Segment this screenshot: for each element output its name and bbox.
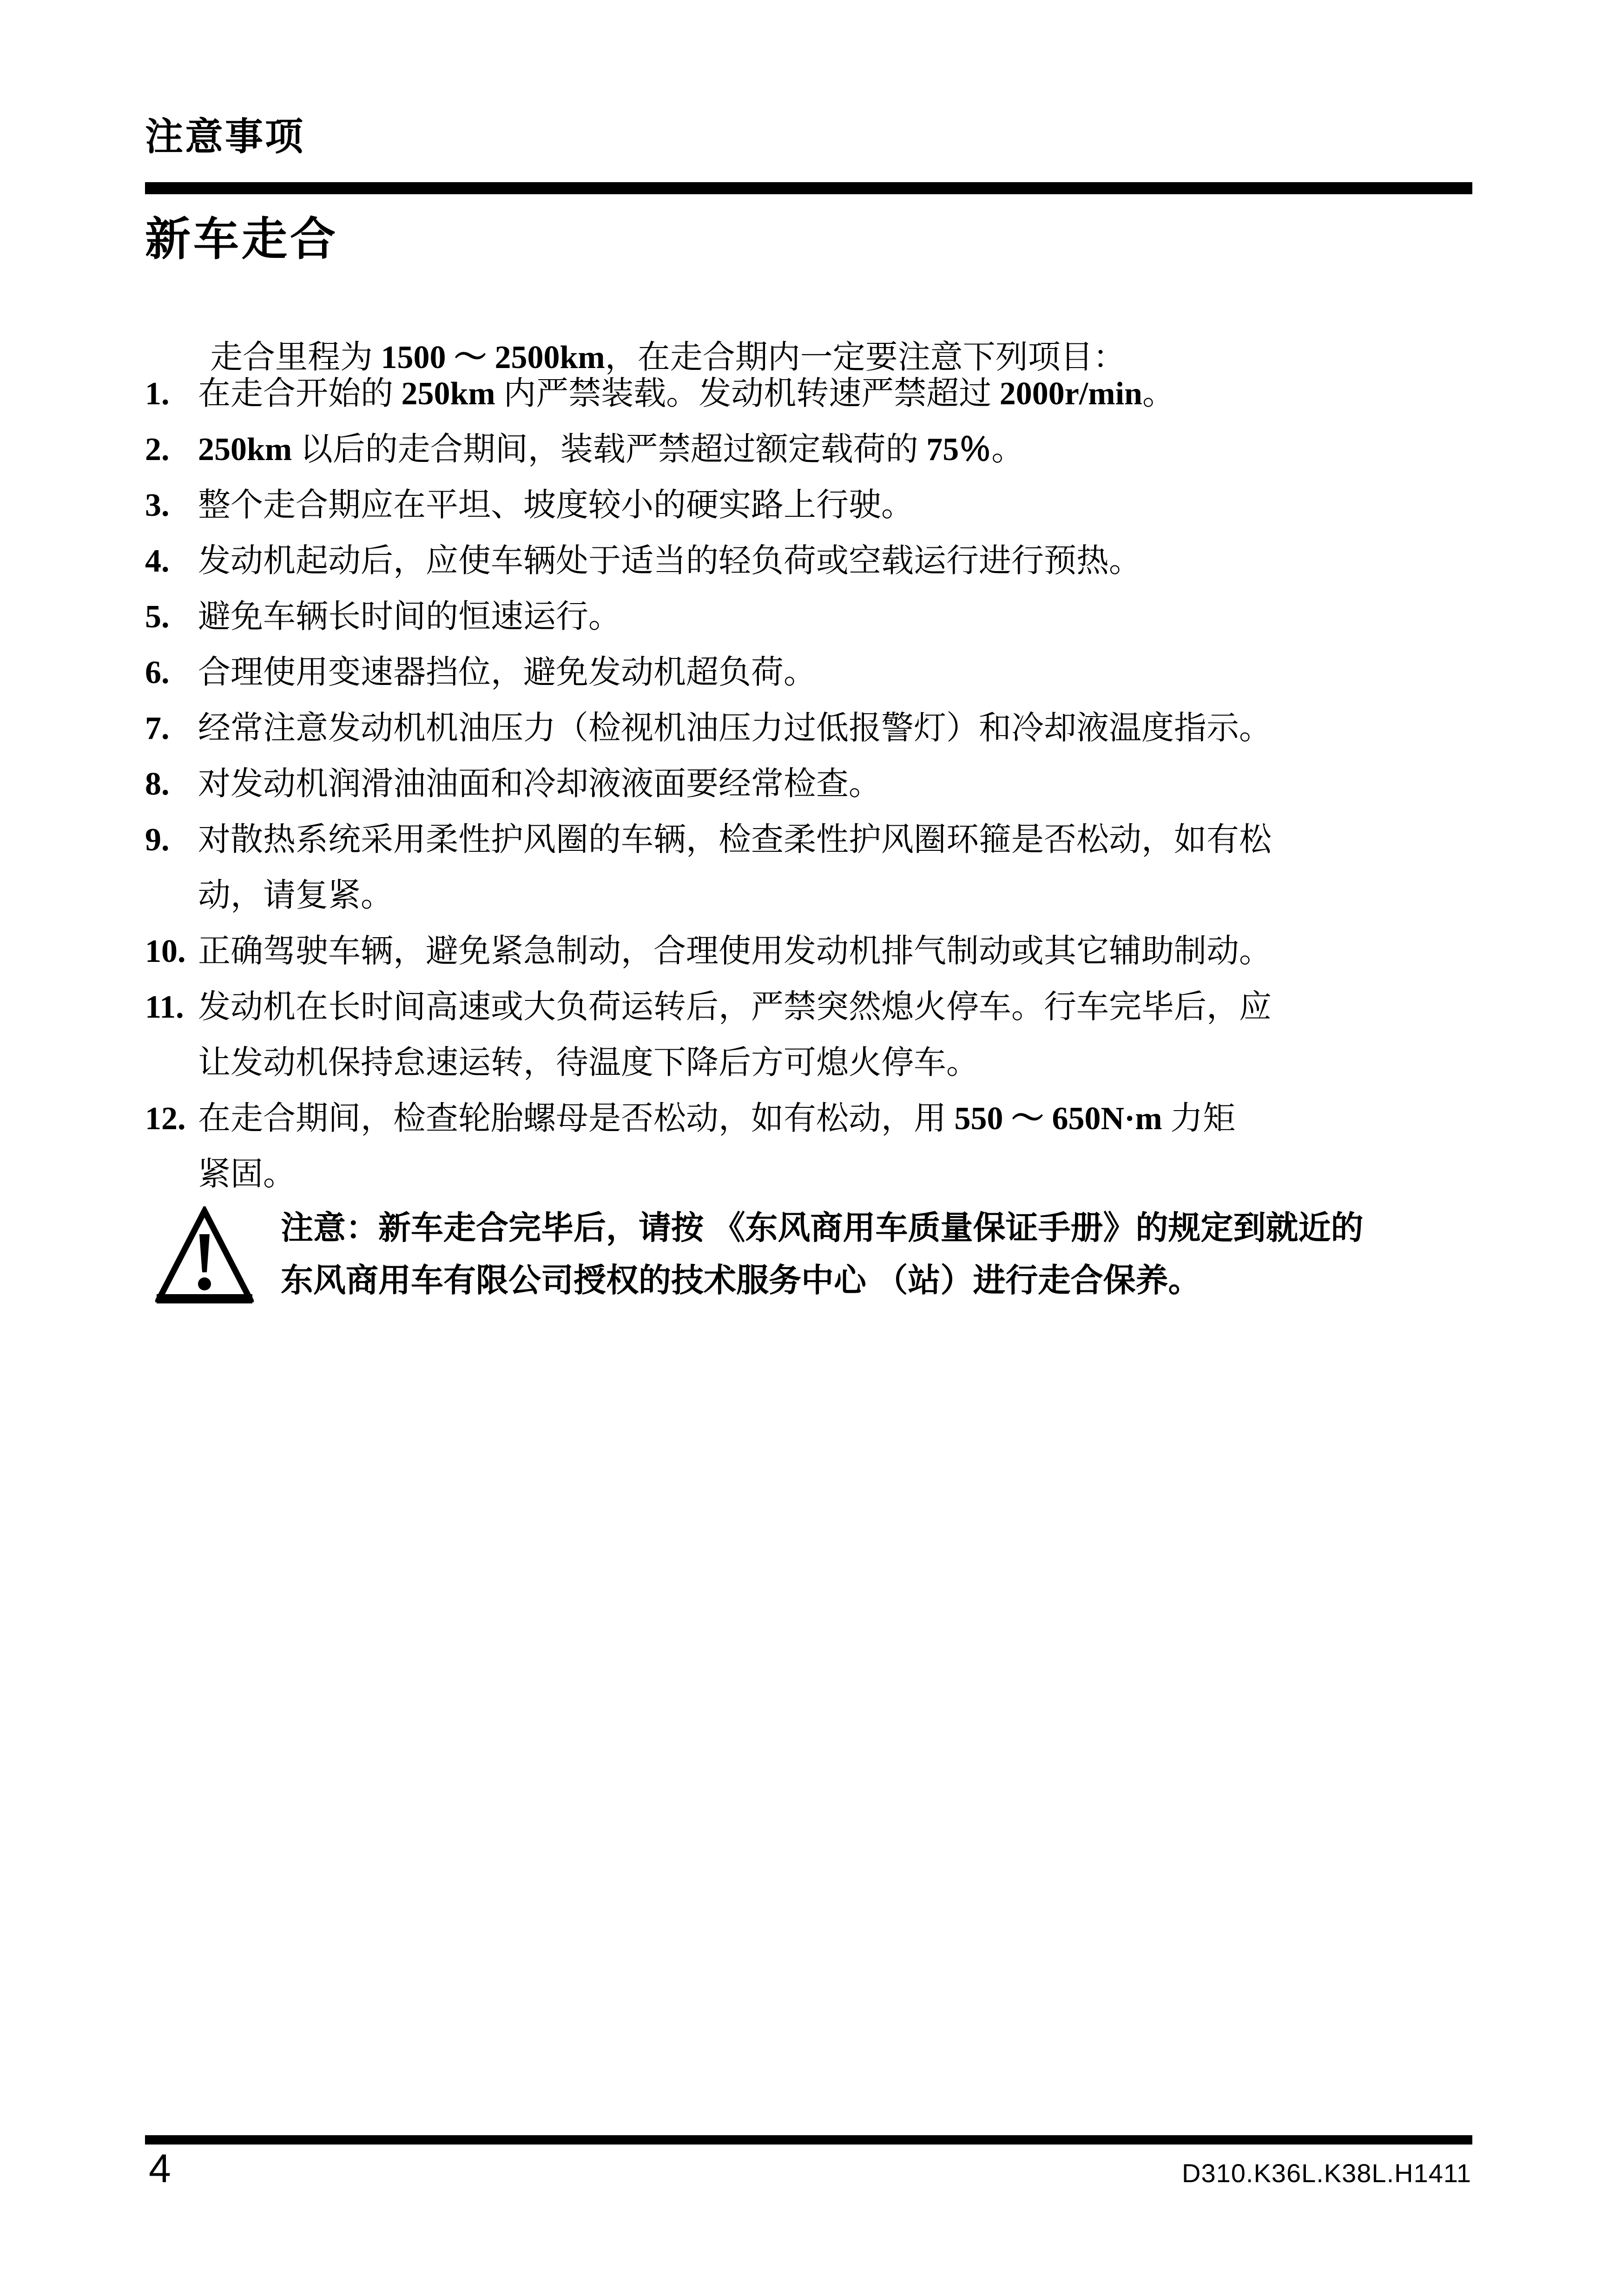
- list-item-number: 8.: [145, 766, 170, 802]
- list-item: [145, 980, 1488, 1091]
- list-item-number: 9.: [145, 822, 170, 858]
- list-item-number: 6.: [145, 655, 170, 691]
- list-item-number: 5.: [145, 599, 170, 635]
- list-item-number: 3.: [145, 487, 170, 523]
- list-item-text: 避免车辆长时间的恒速运行。: [198, 599, 621, 635]
- list-item-text: 250km 以后的走合期间，装载严禁超过额定载荷的 75％。: [198, 432, 1024, 467]
- list-item: [145, 366, 1488, 422]
- page-title: 新车走合: [145, 213, 339, 264]
- list-item-text: 发动机在长时间高速或大负荷运转后，严禁突然熄火停车。行车完毕后，应 让发动机保持怠速运转，待温度下降后方可熄火停车。: [198, 989, 1272, 1081]
- intro-paragraph: 走合里程为 1500 ～ 2500km，在走合期内一定要注意下列项目：: [210, 340, 1126, 375]
- list-item-number: 7.: [145, 711, 170, 746]
- list-item-text: 经常注意发动机机油压力（检视机油压力过低报警灯）和冷却液温度指示。: [198, 711, 1272, 746]
- list-item-number: 10.: [145, 934, 186, 969]
- list-item: [145, 478, 1488, 533]
- list-item-number: 4.: [145, 543, 170, 579]
- caution-note: [145, 1202, 1488, 1313]
- list-item-text: 合理使用变速器挡位，避免发动机超负荷。: [198, 655, 816, 691]
- list-item-text: 正确驾驶车辆，避免紧急制动，合理使用发动机排气制动或其它辅助制动。: [198, 934, 1272, 969]
- list-item-number: 1.: [145, 376, 170, 412]
- list-item: [145, 533, 1488, 589]
- list-item: [145, 1091, 1488, 1203]
- list-item: [145, 589, 1488, 645]
- section-header: 注意事项: [145, 116, 305, 158]
- list-item: [145, 645, 1488, 701]
- list-item-text: 整个走合期应在平坦、坡度较小的硬实路上行驶。: [198, 487, 914, 523]
- list-item: [145, 422, 1488, 478]
- header-rule: [145, 182, 1472, 194]
- list-item: [145, 812, 1488, 924]
- list-item-number: 11.: [145, 989, 184, 1025]
- list-item: [145, 757, 1488, 812]
- list-item-number: 12.: [145, 1101, 186, 1137]
- footer-rule: [145, 2135, 1472, 2145]
- list-item: [145, 924, 1488, 980]
- document-code: D310.K36L.K38L.H1411: [1182, 2158, 1471, 2188]
- list-item-text: 对发动机润滑油油面和冷却液液面要经常检查。: [198, 766, 881, 802]
- list-item-number: 2.: [145, 432, 170, 467]
- warning-triangle-icon: [155, 1206, 254, 1308]
- list-item-text: 在走合开始的 250km 内严禁装载。发动机转速严禁超过 2000r/min。: [198, 376, 1175, 412]
- list-item-text: 发动机起动后，应使车辆处于适当的轻负荷或空载运行进行预热。: [198, 543, 1141, 579]
- list-item-text: 对散热系统采用柔性护风圈的车辆，检查柔性护风圈环箍是否松动，如有松 动，请复紧。: [198, 822, 1272, 914]
- list-item-text: 在走合期间，检查轮胎螺母是否松动，如有松动，用 550 ～ 650N·m 力矩 紧固。: [198, 1101, 1236, 1192]
- caution-note-text: 注意：新车走合完毕后，请按 《东风商用车质量保证手册》的规定到就近的 东风商用车有限公司授权的技术服务中心 （站）进行走合保养。: [281, 1210, 1364, 1298]
- page-number: 4: [149, 2146, 171, 2191]
- list-item: [145, 701, 1488, 757]
- break-in-list: [145, 366, 1488, 1203]
